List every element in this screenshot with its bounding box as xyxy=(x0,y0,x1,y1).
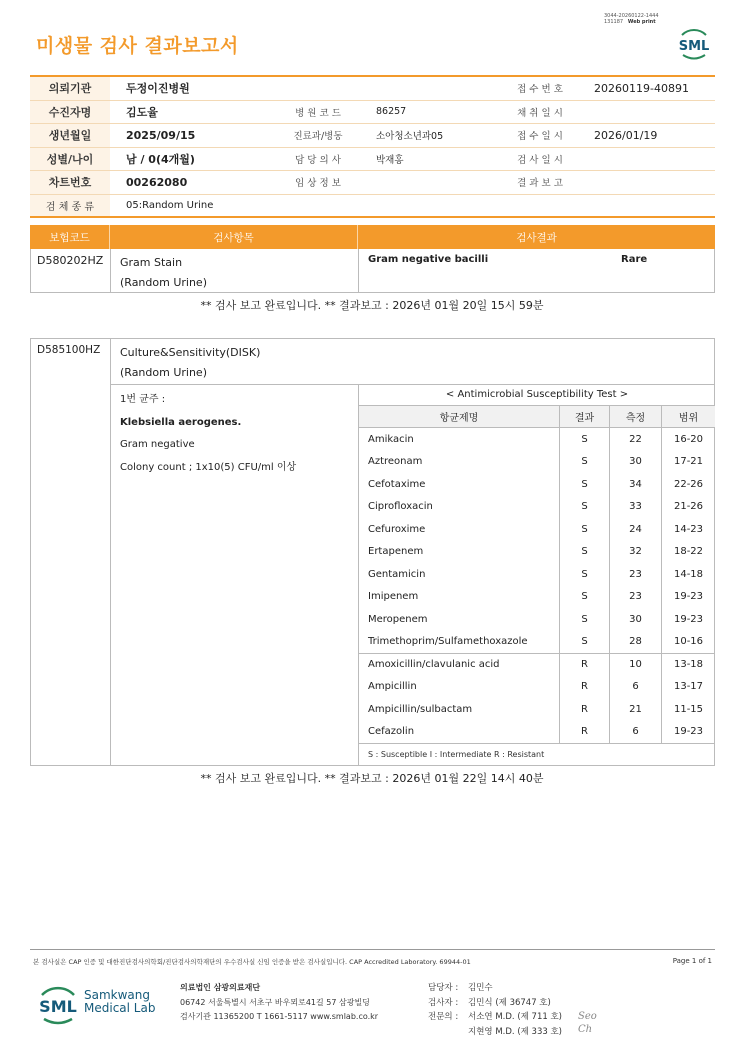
ast-measure: 21 xyxy=(610,698,662,721)
label-hospital-code: 병 원 코 드 xyxy=(295,107,341,119)
label-collection-time: 채 취 일 시 xyxy=(517,107,563,119)
report-complete-2: ** 검사 보고 완료입니다. ** 결과보고 : 2026년 01월 22일 14시 40분 xyxy=(200,772,544,785)
ast-row xyxy=(359,721,715,744)
ast-range: 14-23 xyxy=(673,523,704,535)
ast-row xyxy=(359,653,715,676)
ast-measure: 33 xyxy=(610,496,662,519)
ast-table xyxy=(359,384,715,765)
ast-result: S xyxy=(560,473,610,496)
ast-drug-name: Trimethoprim/Sulfamethoxazole xyxy=(359,631,560,654)
ast-range: 22-26 xyxy=(673,478,704,490)
info-row-institution xyxy=(30,77,715,101)
label-result-report: 결 과 보 고 xyxy=(517,178,563,190)
ast-measure: 34 xyxy=(610,473,662,496)
staff-label: 담당자 : xyxy=(428,983,459,993)
isolate-colony-count: Colony count ; 1x10(5) CFU/ml 이상 xyxy=(120,461,297,473)
corporation-info xyxy=(180,981,378,1025)
label-clinical-info: 임 상 정 보 xyxy=(295,178,341,190)
document-id-line1: 3044-20260122-1444 xyxy=(604,13,659,19)
test2-name-line1: Culture&Sensitivity(DISK) xyxy=(120,346,261,359)
ast-row xyxy=(359,631,715,654)
ast-result: S xyxy=(560,451,610,474)
label-institution: 의뢰기관 xyxy=(30,77,110,100)
ast-row xyxy=(359,563,715,586)
ast-range: 19-23 xyxy=(673,591,704,603)
label-specimen-type: 검 체 종 류 xyxy=(30,195,110,217)
ast-drug-name: Aztreonam xyxy=(359,451,560,474)
ast-drug-name: Ciprofloxacin xyxy=(359,496,560,519)
ast-row xyxy=(359,698,715,721)
ast-header-result: 결과 xyxy=(560,406,610,427)
ast-measure: 30 xyxy=(610,451,662,474)
ast-measure: 6 xyxy=(610,721,662,744)
value-chart-no: 00262080 xyxy=(126,175,188,189)
test1-result xyxy=(359,249,714,292)
test2-code: D585100HZ xyxy=(31,339,111,765)
staff-value: 서소연 M.D. (제 711 호) xyxy=(468,1012,563,1022)
accreditation-note: 본 검사실은 CAP 인증 및 대한진단검사의학회/진단검사의학재단의 우수검사실 신임 인증을 받은 검사실입니다. CAP Accredited Laboratory. 69944-01 xyxy=(33,958,471,966)
svg-text:SML: SML xyxy=(678,39,710,54)
staff-row xyxy=(428,1010,562,1025)
page-number: Page 1 of 1 xyxy=(672,957,712,965)
lab-name xyxy=(84,989,155,1015)
ast-drug-name: Ampicillin/sulbactam xyxy=(359,698,560,721)
ast-measure: 30 xyxy=(610,608,662,631)
ast-range: 13-17 xyxy=(673,681,704,693)
corporation-name: 의료법인 삼광의료재단 xyxy=(180,983,261,992)
isolate-gram: Gram negative xyxy=(120,439,195,450)
ast-range: 10-16 xyxy=(673,636,704,648)
ast-measure: 22 xyxy=(610,428,662,451)
test1-name-line1: Gram Stain xyxy=(120,256,183,269)
staff-row xyxy=(428,1025,562,1040)
test1-name-line2: (Random Urine) xyxy=(120,276,207,289)
ast-result: S xyxy=(560,428,610,451)
test2-name-line2: (Random Urine) xyxy=(120,366,207,379)
ast-drug-name: Cefuroxime xyxy=(359,518,560,541)
ast-row xyxy=(359,586,715,609)
ast-row xyxy=(359,451,715,474)
info-row-specimen xyxy=(30,195,715,219)
value-physician: 박재홍 xyxy=(376,154,404,166)
ast-result: R xyxy=(560,676,610,699)
ast-drug-name: Amoxicillin/clavulanic acid xyxy=(359,654,560,676)
ast-drug-name: Cefotaxime xyxy=(359,473,560,496)
staff-label: 검사자 : xyxy=(428,997,459,1008)
ast-drug-name: Imipenem xyxy=(359,586,560,609)
staff-label: 전문의 : xyxy=(428,1012,459,1022)
ast-range: 18-22 xyxy=(673,546,704,558)
ast-body xyxy=(359,428,715,743)
test-gram-stain xyxy=(30,249,715,293)
results-header xyxy=(30,225,715,249)
label-accession-no: 접 수 번 호 xyxy=(517,84,563,96)
value-sex-age: 남 / 0(4개월) xyxy=(126,152,195,166)
footer-divider xyxy=(30,949,715,950)
header-test-item: 검사항목 xyxy=(110,225,358,249)
ast-range: 17-21 xyxy=(673,456,704,468)
ast-result: R xyxy=(560,721,610,744)
info-row-birth xyxy=(30,124,715,148)
ast-measure: 24 xyxy=(610,518,662,541)
ast-result: S xyxy=(560,608,610,631)
ast-range: 11-15 xyxy=(673,703,704,715)
ast-measure: 32 xyxy=(610,541,662,564)
isolate-organism: Klebsiella aerogenes. xyxy=(120,416,242,428)
label-empty xyxy=(278,77,358,100)
ast-measure: 23 xyxy=(610,563,662,586)
ast-result: R xyxy=(560,698,610,721)
ast-row xyxy=(359,496,715,519)
test1-code: D580202HZ xyxy=(31,249,111,292)
ast-drug-name: Ertapenem xyxy=(359,541,560,564)
ast-result: S xyxy=(560,518,610,541)
value-accession-no: 20260119-40891 xyxy=(594,81,689,95)
test1-organism: Gram negative bacilli xyxy=(368,254,489,265)
report-title: 미생물 검사 결과보고서 xyxy=(36,35,239,57)
ast-header-measure: 측정 xyxy=(610,406,662,427)
staff-value: 김민식 (제 36747 호) xyxy=(468,997,551,1008)
ast-range: 14-18 xyxy=(673,568,704,580)
ast-range: 16-20 xyxy=(673,433,704,445)
ast-row xyxy=(359,518,715,541)
ast-drug-name: Ampicillin xyxy=(359,676,560,699)
ast-header-row xyxy=(359,406,715,428)
ast-row xyxy=(359,676,715,699)
ast-row xyxy=(359,608,715,631)
ast-drug-name: Meropenem xyxy=(359,608,560,631)
sml-logo-bottom xyxy=(36,983,80,1031)
label-chart-no: 차트번호 xyxy=(30,171,110,194)
test2-name xyxy=(120,343,260,383)
ast-title: < Antimicrobial Susceptibility Test > xyxy=(359,384,715,406)
header-test-result: 검사결과 xyxy=(516,231,557,244)
ast-measure: 6 xyxy=(610,676,662,699)
signature-1: Seo xyxy=(578,1011,597,1022)
ast-result: S xyxy=(560,586,610,609)
ast-legend: S : Susceptible I : Intermediate R : Resistant xyxy=(359,743,715,765)
ast-result: S xyxy=(560,563,610,586)
isolate-label: 1번 균주 : xyxy=(120,394,166,405)
ast-range: 21-26 xyxy=(673,501,704,513)
label-patient-name: 수진자명 xyxy=(30,101,110,124)
staff-row xyxy=(428,996,562,1011)
ast-row xyxy=(359,473,715,496)
label-birth-date: 생년월일 xyxy=(30,124,110,147)
ast-measure: 28 xyxy=(610,631,662,654)
value-birth-date: 2025/09/15 xyxy=(126,128,196,142)
web-print-label: Web print xyxy=(627,19,656,25)
ast-range: 13-18 xyxy=(673,659,704,671)
svg-text:SML: SML xyxy=(39,997,77,1016)
ast-measure: 10 xyxy=(610,654,662,676)
label-department: 진료과/병동 xyxy=(293,131,343,143)
signature xyxy=(578,1010,597,1036)
test1-name xyxy=(111,249,359,292)
ast-drug-name: Gentamicin xyxy=(359,563,560,586)
test1-amount: Rare xyxy=(621,254,648,265)
ast-result: R xyxy=(560,654,610,676)
header-insurance-code: 보험코드 xyxy=(30,225,110,249)
patient-info-table xyxy=(30,75,715,218)
ast-measure: 23 xyxy=(610,586,662,609)
ast-range: 19-23 xyxy=(673,613,704,625)
staff-value: 김민수 xyxy=(468,983,493,993)
report-complete-1: ** 검사 보고 완료입니다. ** 결과보고 : 2026년 01월 20일 15시 59분 xyxy=(200,299,544,312)
signature-2: Ch xyxy=(578,1024,593,1035)
ast-drug-name: Amikacin xyxy=(359,428,560,451)
value-received-time: 2026/01/19 xyxy=(594,128,658,142)
document-id xyxy=(604,13,659,25)
staff-row xyxy=(428,981,562,996)
info-row-patient xyxy=(30,101,715,125)
label-sex-age: 성별/나이 xyxy=(30,148,110,171)
value-hospital-code: 86257 xyxy=(376,106,407,118)
corporation-address: 06742 서울특별시 서초구 바우뫼로41길 57 삼광빌딩 xyxy=(180,997,370,1007)
ast-result: S xyxy=(560,631,610,654)
ast-drug-name: Cefazolin xyxy=(359,721,560,744)
value-institution: 두정이진병원 xyxy=(126,82,190,96)
staff-list xyxy=(428,981,562,1039)
value-specimen-type: 05:Random Urine xyxy=(126,199,214,211)
value-department: 소아청소년과05 xyxy=(376,131,444,143)
isolate-info xyxy=(120,389,296,479)
label-physician: 담 당 의 사 xyxy=(295,154,341,166)
label-test-time: 검 사 일 시 xyxy=(517,154,563,166)
ast-row xyxy=(359,428,715,451)
value-patient-name: 김도율 xyxy=(126,105,158,119)
ast-row xyxy=(359,541,715,564)
lab-name-line1: Samkwang xyxy=(84,988,150,1002)
corporation-contact: 검사기관 11365200 T 1661-5117 www.smlab.co.kr xyxy=(180,1012,379,1021)
ast-range: 19-23 xyxy=(673,726,704,738)
ast-header-drug: 항균제명 xyxy=(359,406,560,427)
lab-name-line2: Medical Lab xyxy=(84,1001,156,1015)
test-culture-sensitivity xyxy=(30,338,715,766)
label-received-time: 접 수 일 시 xyxy=(517,131,563,143)
ast-header-range: 범위 xyxy=(678,413,699,424)
ast-result: S xyxy=(560,496,610,519)
ast-result: S xyxy=(560,541,610,564)
info-row-chart xyxy=(30,171,715,195)
info-row-sex-age xyxy=(30,148,715,172)
staff-value: 지현영 M.D. (제 333 호) xyxy=(468,1026,563,1037)
document-id-line2: 131187 xyxy=(604,19,624,25)
sml-logo-top xyxy=(676,26,712,66)
